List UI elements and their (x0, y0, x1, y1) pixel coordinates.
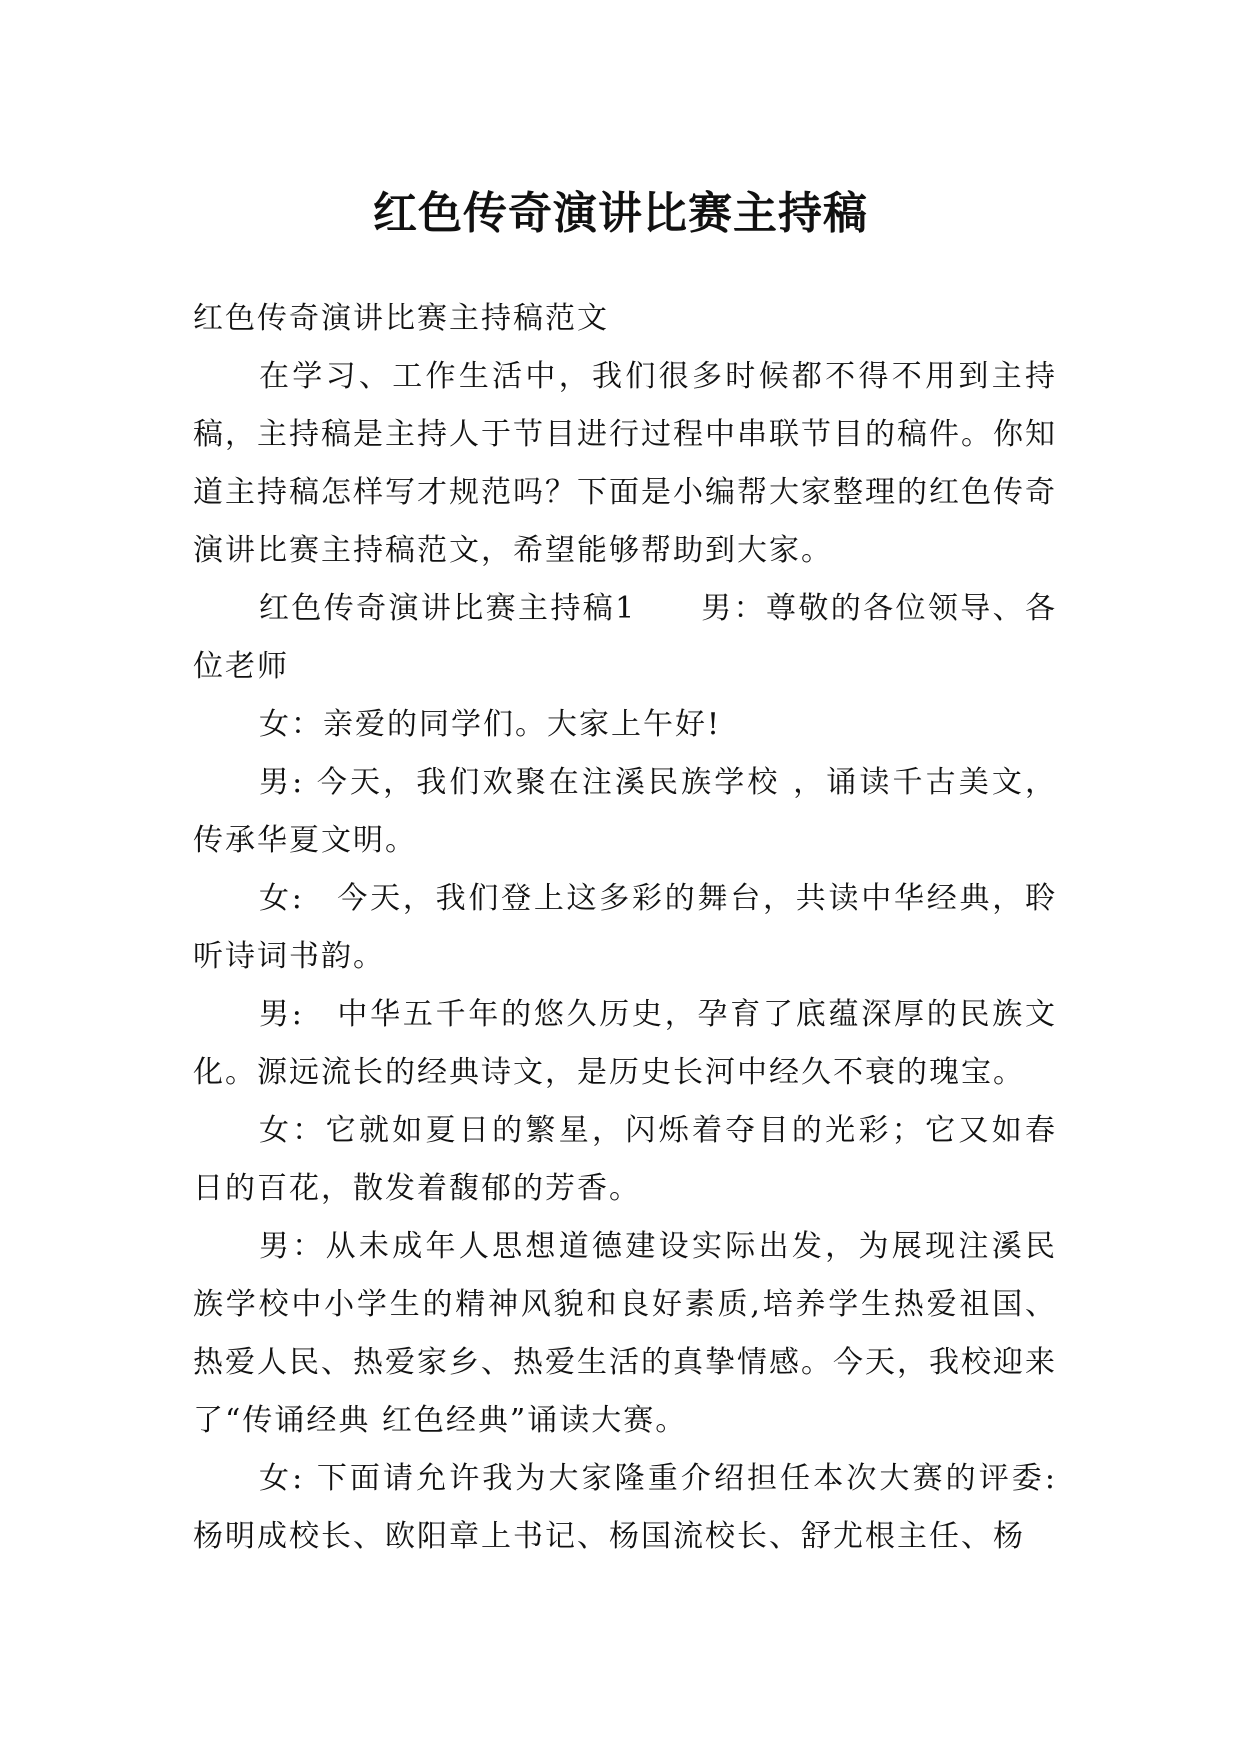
paragraph-script-heading: 红色传奇演讲比赛主持稿1 男：尊敬的各位领导、各位老师 (193, 591, 1057, 684)
paragraph-dialogue: 女: 今天，我们登上这多彩的舞台，共读中华经典，聆听诗词书韵。 (193, 881, 1057, 974)
document-body (193, 290, 1057, 1566)
paragraph-dialogue: 男：从未成年人思想道德建设实际出发，为展现注溪民族学校中小学生的精神风貌和良好素质,培养学生热爱祖国、热爱人民、热爱家乡、热爱生活的真挚情感。今天，我校迎来了“传诵经典 红色经典”诵读大赛。 (193, 1229, 1057, 1438)
paragraph-subtitle: 红色传奇演讲比赛主持稿范文 (193, 301, 609, 336)
paragraph-dialogue: 女: 下面请允许我为大家隆重介绍担任本次大赛的评委: 杨明成校长、欧阳章上书记、杨国流校长、舒尤根主任、杨 (193, 1461, 1057, 1554)
document-title: 红色传奇演讲比赛主持稿 (373, 188, 868, 240)
paragraph-dialogue: 女：它就如夏日的繁星，闪烁着夺目的光彩；它又如春日的百花，散发着馥郁的芳香。 (193, 1113, 1057, 1206)
paragraph-dialogue: 女：亲爱的同学们。大家上午好! (259, 707, 722, 742)
paragraph-dialogue: 男: 今天，我们欢聚在注溪民族学校 ，诵读千古美文，传承华夏文明。 (193, 765, 1057, 858)
paragraph-dialogue: 男: 中华五千年的悠久历史，孕育了底蕴深厚的民族文化。源远流长的经典诗文，是历史长河中经久不衰的瑰宝。 (193, 997, 1057, 1090)
paragraph-intro: 在学习、工作生活中，我们很多时候都不得不用到主持稿，主持稿是主持人于节目进行过程中串联节目的稿件。你知道主持稿怎样写才规范吗？下面是小编帮大家整理的红色传奇演讲比赛主持稿范文，希望能够帮助到大家。 (193, 359, 1057, 568)
